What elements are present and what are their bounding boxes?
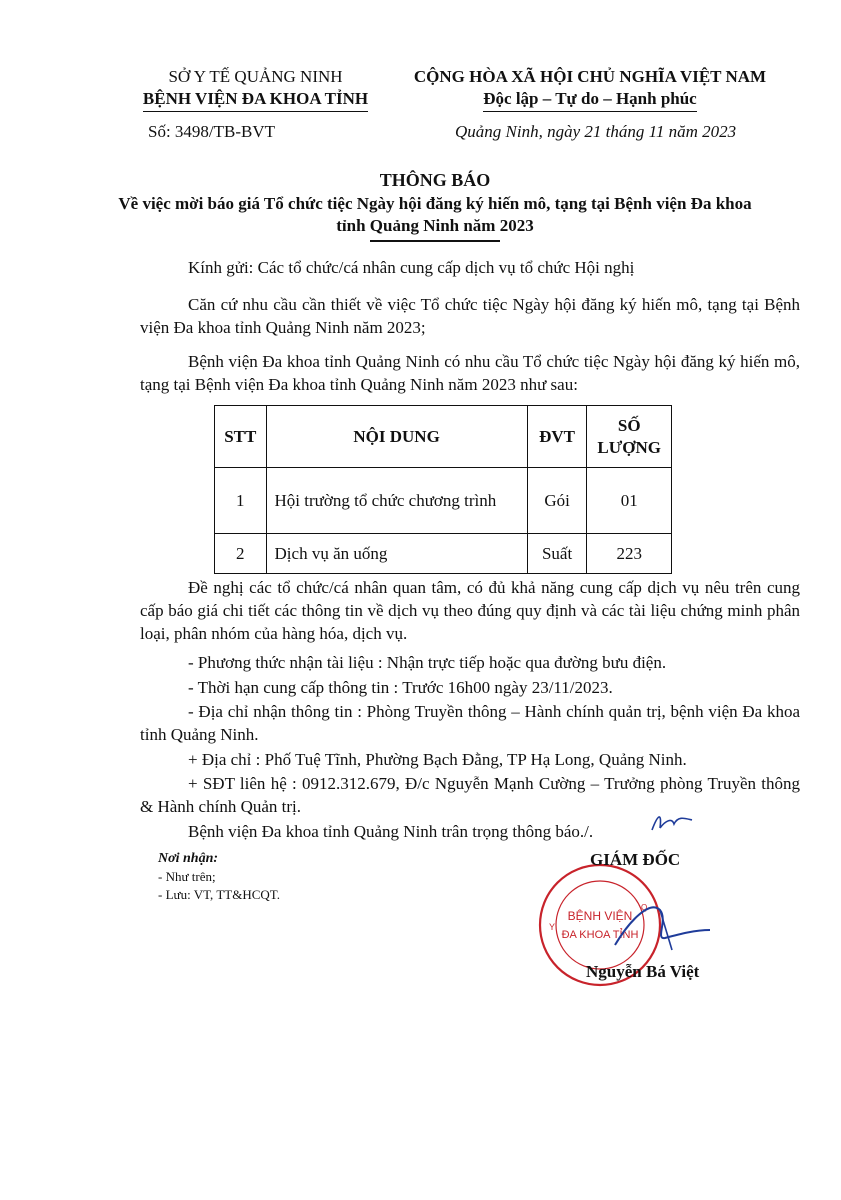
document-date: Quảng Ninh, ngày 21 tháng 11 năm 2023 xyxy=(455,122,737,141)
cell-unit: Suất xyxy=(527,534,587,574)
national-motto: Độc lập – Tự do – Hạnh phúc xyxy=(483,88,696,112)
paragraph-closing: Bệnh viện Đa khoa tỉnh Quảng Ninh trân trọng thông báo./. xyxy=(188,822,594,841)
cell-stt: 2 xyxy=(215,534,267,574)
cell-content: Hội trường tổ chức chương trình xyxy=(266,468,527,534)
table-header-row xyxy=(215,406,672,468)
paragraph-request: Đề nghị các tổ chức/cá nhân quan tâm, có đủ khả năng cung cấp dịch vụ nêu trên cung cấp báo giá chi tiết các thông tin về dịch vụ theo đúng quy định và các tài liệu chứng minh phân loại, phân nhóm của hàng hóa, dịch vụ. xyxy=(140,578,800,643)
recipients-block xyxy=(158,850,280,904)
nation-header xyxy=(380,66,800,112)
cell-content: Dịch vụ ăn uống xyxy=(266,534,527,574)
paragraph-address-receive: - Địa chỉ nhận thông tin : Phòng Truyền thông – Hành chính quản trị, bệnh viện Đa khoa tỉnh Quảng Ninh. xyxy=(140,702,800,744)
paragraph-need: Bệnh viện Đa khoa tỉnh Quảng Ninh có nhu cầu Tổ chức tiệc Ngày hội đăng ký hiến mô, tạng tại Bệnh viện Đa khoa tỉnh Quảng Ninh năm 2023 như sau: xyxy=(140,352,800,394)
seal-ring-mark: Y xyxy=(549,922,556,932)
col-header-content: NỘI DUNG xyxy=(266,406,527,468)
items-table xyxy=(214,405,672,574)
cell-unit: Gói xyxy=(527,468,587,534)
document-title: THÔNG BÁO xyxy=(379,170,491,190)
seal-text-line2: ĐA KHOA TỈNH xyxy=(561,929,639,941)
col-header-quantity: SỐ LƯỢNG xyxy=(587,406,672,468)
signer-role: GIÁM ĐỐC xyxy=(590,850,681,869)
subtitle-underline xyxy=(370,240,500,242)
paragraph-address: + Địa chỉ : Phố Tuệ Tĩnh, Phường Bạch Đằng, TP Hạ Long, Quảng Ninh. xyxy=(188,750,687,769)
document-number: Số: 3498/TB-BVT xyxy=(148,122,276,141)
cell-quantity: 01 xyxy=(587,468,672,534)
handwritten-signature xyxy=(610,890,720,960)
ministry-name: SỞ Y TẾ QUẢNG NINH xyxy=(168,67,343,86)
recipient-item: - Lưu: VT, TT&HCQT. xyxy=(158,887,280,902)
seal-text-line1: BỆNH VIỆN xyxy=(567,909,633,923)
table-row xyxy=(215,534,672,574)
recipient-line: Kính gửi: Các tổ chức/cá nhân cung cấp dịch vụ tổ chức Hội nghị xyxy=(188,258,635,277)
seal-ring-mark: Q xyxy=(641,903,648,912)
paragraph-method: - Phương thức nhận tài liệu : Nhận trực tiếp hoặc qua đường bưu điện. xyxy=(188,653,667,672)
paragraph-contact: + SĐT liên hệ : 0912.312.679, Đ/c Nguyễn Mạnh Cường – Trưởng phòng Truyền thông & Hành chính Quản trị. xyxy=(140,774,800,816)
document-subtitle: Về việc mời báo giá Tổ chức tiệc Ngày hội đăng ký hiến mô, tạng tại Bệnh viện Đa khoa tỉnh Quảng Ninh năm 2023 xyxy=(118,194,752,235)
col-header-stt: STT xyxy=(215,406,267,468)
recipients-title: Nơi nhận: xyxy=(158,851,219,866)
paragraph-deadline: - Thời hạn cung cấp thông tin : Trước 16h00 ngày 23/11/2023. xyxy=(188,678,613,697)
paragraph-basis: Căn cứ nhu cầu cần thiết về việc Tổ chức tiệc Ngày hội đăng ký hiến mô, tạng tại Bệnh viện Đa khoa tỉnh Quảng Ninh năm 2023; xyxy=(140,295,800,337)
recipient-item: - Như trên; xyxy=(158,869,216,884)
cell-stt: 1 xyxy=(215,468,267,534)
cell-quantity: 223 xyxy=(587,534,672,574)
nation-name: CỘNG HÒA XÃ HỘI CHỦ NGHĨA VIỆT NAM xyxy=(413,67,767,86)
org-header xyxy=(108,66,403,112)
initial-mark xyxy=(648,810,698,836)
signer-name: Nguyễn Bá Việt xyxy=(586,962,700,981)
col-header-unit: ĐVT xyxy=(527,406,587,468)
hospital-name: BỆNH VIỆN ĐA KHOA TỈNH xyxy=(143,88,368,112)
table-row xyxy=(215,468,672,534)
